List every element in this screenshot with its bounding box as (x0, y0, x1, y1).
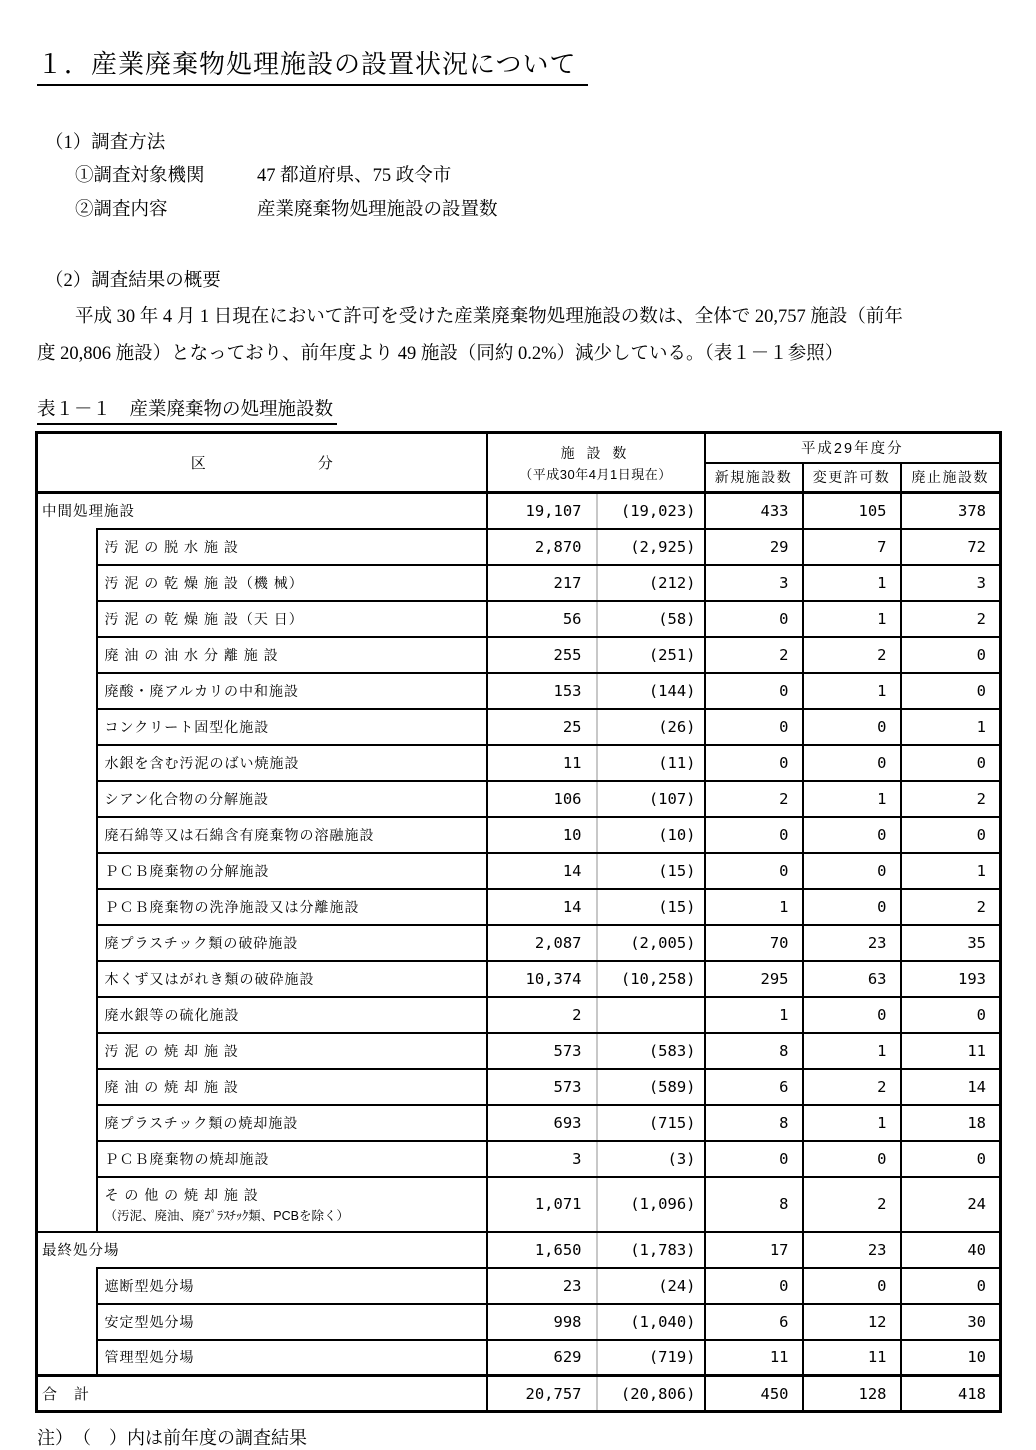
cell-facility-count: 1,071 (487, 1177, 597, 1232)
section-survey-results (37, 266, 1001, 373)
cell-changed-count: 63 (803, 961, 901, 997)
method-item-1-label: ①調査対象機関 (75, 166, 205, 186)
cell-new-count: 8 (705, 1033, 803, 1069)
category-cell: ＰＣＢ廃棄物の焼却施設 (97, 1141, 487, 1177)
category-cell: 廃酸・廃アルカリの中和施設 (97, 673, 487, 709)
cell-changed-count: 2 (803, 1069, 901, 1105)
cell-abolished-count: 0 (901, 637, 1001, 673)
cell-new-count: 11 (705, 1340, 803, 1376)
cell-new-count: 0 (705, 1268, 803, 1304)
cell-facility-count: 20,757 (487, 1376, 597, 1412)
cell-abolished-count: 0 (901, 1268, 1001, 1304)
cell-facility-count: 217 (487, 565, 597, 601)
cell-previous-year-count: (1,783) (597, 1232, 705, 1268)
cell-new-count: 8 (705, 1105, 803, 1141)
cell-previous-year-count: (24) (597, 1268, 705, 1304)
cell-facility-count: 153 (487, 673, 597, 709)
cell-facility-count: 255 (487, 637, 597, 673)
cell-abolished-count: 378 (901, 493, 1001, 529)
cell-previous-year-count: (1,096) (597, 1177, 705, 1232)
category-cell: 管理型処分場 (97, 1340, 487, 1376)
cell-facility-count: 56 (487, 601, 597, 637)
cell-new-count: 29 (705, 529, 803, 565)
cell-new-count: 2 (705, 781, 803, 817)
section1-heading: （1）調査方法 (45, 133, 166, 153)
category-cell: 中間処理施設 (37, 493, 487, 529)
cell-previous-year-count: (19,023) (597, 493, 705, 529)
cell-new-count: 1 (705, 889, 803, 925)
col-header-changed: 変更許可数 (803, 463, 901, 493)
cell-previous-year-count: (10,258) (597, 961, 705, 997)
table-row (37, 673, 1001, 709)
cell-previous-year-count: (15) (597, 889, 705, 925)
col-header-h29-group: 平成29年度分 (705, 433, 1001, 463)
col-header-category (37, 433, 487, 493)
method-item-1 (75, 165, 1001, 188)
category-cell: 廃プラスチック類の焼却施設 (97, 1105, 487, 1141)
page-title: １．産業廃棄物処理施設の設置状況について (37, 44, 588, 86)
cell-previous-year-count: (3) (597, 1141, 705, 1177)
table-row (37, 1141, 1001, 1177)
table-row (37, 745, 1001, 781)
cell-abolished-count: 418 (901, 1376, 1001, 1412)
category-cell: コンクリート固型化施設 (97, 709, 487, 745)
cell-changed-count: 1 (803, 1033, 901, 1069)
cell-abolished-count: 18 (901, 1105, 1001, 1141)
table-row (37, 925, 1001, 961)
cell-facility-count: 23 (487, 1268, 597, 1304)
cell-previous-year-count: (1,040) (597, 1304, 705, 1340)
cell-changed-count: 0 (803, 853, 901, 889)
category-cell: 廃 油 の 焼 却 施 設 (97, 1069, 487, 1105)
table-row (37, 709, 1001, 745)
method-item-2 (75, 199, 1001, 222)
cell-abolished-count: 0 (901, 673, 1001, 709)
cell-previous-year-count: (26) (597, 709, 705, 745)
table-row (37, 1268, 1001, 1304)
section2-heading: （2）調査結果の概要 (45, 271, 221, 291)
method-item-2-value: 産業廃棄物処理施設の設置数 (257, 200, 498, 220)
cell-new-count: 450 (705, 1376, 803, 1412)
cell-changed-count: 1 (803, 1105, 901, 1141)
indent-spacer-cell (37, 1268, 97, 1376)
cell-abolished-count: 0 (901, 817, 1001, 853)
cell-previous-year-count: (2,925) (597, 529, 705, 565)
cell-previous-year-count: (20,806) (597, 1376, 705, 1412)
category-cell: 合 計 (37, 1376, 487, 1412)
cell-abolished-count: 0 (901, 745, 1001, 781)
cell-changed-count: 23 (803, 925, 901, 961)
results-paragraph-line1: 平成 30 年 4 月 1 日現在において許可を受けた産業廃棄物処理施設の数は、全体で 20,757 施設（前年 (75, 307, 903, 327)
cell-previous-year-count: (144) (597, 673, 705, 709)
table-row (37, 1376, 1001, 1412)
cell-abolished-count: 72 (901, 529, 1001, 565)
cell-abolished-count: 2 (901, 889, 1001, 925)
cell-new-count: 0 (705, 817, 803, 853)
table-row (37, 493, 1001, 529)
cell-abolished-count: 35 (901, 925, 1001, 961)
cell-new-count: 8 (705, 1177, 803, 1232)
cell-previous-year-count: (58) (597, 601, 705, 637)
table-footnote: 注） （ ）内は前年度の調査結果 (37, 1428, 307, 1448)
table-row (37, 1177, 1001, 1232)
cell-changed-count: 23 (803, 1232, 901, 1268)
cell-abolished-count: 0 (901, 1141, 1001, 1177)
cell-facility-count: 1,650 (487, 1232, 597, 1268)
cell-new-count: 433 (705, 493, 803, 529)
cell-changed-count: 1 (803, 781, 901, 817)
cell-facility-count: 2,870 (487, 529, 597, 565)
cell-changed-count: 128 (803, 1376, 901, 1412)
cell-new-count: 0 (705, 673, 803, 709)
cell-changed-count: 12 (803, 1304, 901, 1340)
category-cell: 安定型処分場 (97, 1304, 487, 1340)
cell-facility-count: 14 (487, 889, 597, 925)
cell-abolished-count: 10 (901, 1340, 1001, 1376)
table-caption: 表１－１ 産業廃棄物の処理施設数 (37, 395, 337, 425)
cell-changed-count: 0 (803, 709, 901, 745)
col-header-category-left: 区 (190, 455, 206, 472)
category-cell: 最終処分場 (37, 1232, 487, 1268)
cell-previous-year-count: (2,005) (597, 925, 705, 961)
cell-changed-count: 105 (803, 493, 901, 529)
cell-changed-count: 0 (803, 889, 901, 925)
results-paragraph (37, 299, 1001, 373)
cell-facility-count: 11 (487, 745, 597, 781)
cell-facility-count: 10 (487, 817, 597, 853)
table-row (37, 1069, 1001, 1105)
category-cell: 汚 泥 の 乾 燥 施 設（機 械） (97, 565, 487, 601)
cell-changed-count: 7 (803, 529, 901, 565)
category-cell: 水銀を含む汚泥のばい焼施設 (97, 745, 487, 781)
table-row (37, 889, 1001, 925)
table-row (37, 637, 1001, 673)
cell-changed-count: 0 (803, 745, 901, 781)
table-row (37, 781, 1001, 817)
cell-previous-year-count: (212) (597, 565, 705, 601)
category-cell: 木くず又はがれき類の破砕施設 (97, 961, 487, 997)
col-header-abolished: 廃止施設数 (901, 463, 1001, 493)
cell-changed-count: 0 (803, 1268, 901, 1304)
cell-previous-year-count: (251) (597, 637, 705, 673)
cell-abolished-count: 1 (901, 709, 1001, 745)
cell-changed-count: 2 (803, 637, 901, 673)
cell-new-count: 2 (705, 637, 803, 673)
cell-previous-year-count: (715) (597, 1105, 705, 1141)
cell-facility-count: 573 (487, 1069, 597, 1105)
cell-changed-count: 2 (803, 1177, 901, 1232)
table-body (37, 493, 1001, 1412)
cell-new-count: 70 (705, 925, 803, 961)
cell-new-count: 6 (705, 1069, 803, 1105)
table-row (37, 997, 1001, 1033)
category-cell: ＰＣＢ廃棄物の洗浄施設又は分離施設 (97, 889, 487, 925)
col-header-facility-count (487, 433, 705, 493)
category-cell: 遮断型処分場 (97, 1268, 487, 1304)
cell-new-count: 6 (705, 1304, 803, 1340)
cell-changed-count: 1 (803, 673, 901, 709)
cell-facility-count: 19,107 (487, 493, 597, 529)
cell-new-count: 3 (705, 565, 803, 601)
cell-facility-count: 998 (487, 1304, 597, 1340)
table-row (37, 529, 1001, 565)
cell-changed-count: 11 (803, 1340, 901, 1376)
cell-facility-count: 25 (487, 709, 597, 745)
table-row (37, 565, 1001, 601)
method-item-1-value: 47 都道府県、75 政令市 (257, 166, 452, 186)
cell-previous-year-count: (589) (597, 1069, 705, 1105)
col-header-facility-count-line2: （平成30年4月1日現在） (519, 466, 672, 482)
cell-changed-count: 1 (803, 601, 901, 637)
table-header (37, 433, 1001, 493)
category-cell: 廃プラスチック類の破砕施設 (97, 925, 487, 961)
col-header-category-right: 分 (317, 455, 333, 472)
section-survey-method (45, 128, 1001, 222)
cell-abolished-count: 11 (901, 1033, 1001, 1069)
cell-abolished-count: 30 (901, 1304, 1001, 1340)
cell-new-count: 1 (705, 997, 803, 1033)
category-cell: 廃 油 の 油 水 分 離 施 設 (97, 637, 487, 673)
cell-facility-count: 573 (487, 1033, 597, 1069)
table-row (37, 1033, 1001, 1069)
col-header-facility-count-line1: 施 設 数 (560, 444, 631, 461)
cell-new-count: 0 (705, 745, 803, 781)
category-cell: シアン化合物の分解施設 (97, 781, 487, 817)
cell-changed-count: 0 (803, 997, 901, 1033)
cell-facility-count: 106 (487, 781, 597, 817)
cell-new-count: 0 (705, 709, 803, 745)
table-row (37, 601, 1001, 637)
category-cell: そ の 他 の 焼 却 施 設 （汚泥、廃油、廃ﾌﾟﾗｽﾁｯｸ類、PCBを除く） (97, 1177, 487, 1232)
category-cell: 廃石綿等又は石綿含有廃棄物の溶融施設 (97, 817, 487, 853)
table-row (37, 1105, 1001, 1141)
cell-facility-count: 2 (487, 997, 597, 1033)
cell-new-count: 295 (705, 961, 803, 997)
table-row (37, 853, 1001, 889)
facilities-table (35, 431, 1002, 1413)
indent-spacer-cell (37, 529, 97, 1232)
cell-new-count: 0 (705, 601, 803, 637)
cell-new-count: 17 (705, 1232, 803, 1268)
category-cell: 廃水銀等の硫化施設 (97, 997, 487, 1033)
category-cell: ＰＣＢ廃棄物の分解施設 (97, 853, 487, 889)
cell-previous-year-count: (11) (597, 745, 705, 781)
cell-abolished-count: 2 (901, 601, 1001, 637)
cell-facility-count: 693 (487, 1105, 597, 1141)
cell-previous-year-count (597, 997, 705, 1033)
table-row (37, 1304, 1001, 1340)
cell-previous-year-count: (719) (597, 1340, 705, 1376)
results-paragraph-line2: 度 20,806 施設）となっており、前年度より 49 施設（同約 0.2%）減少している。（表１－１参照） (37, 344, 844, 364)
cell-previous-year-count: (107) (597, 781, 705, 817)
category-cell: 汚 泥 の 焼 却 施 設 (97, 1033, 487, 1069)
cell-changed-count: 0 (803, 1141, 901, 1177)
cell-abolished-count: 24 (901, 1177, 1001, 1232)
cell-abolished-count: 2 (901, 781, 1001, 817)
cell-facility-count: 14 (487, 853, 597, 889)
cell-new-count: 0 (705, 1141, 803, 1177)
category-cell: 汚 泥 の 脱 水 施 設 (97, 529, 487, 565)
cell-facility-count: 2,087 (487, 925, 597, 961)
cell-facility-count: 10,374 (487, 961, 597, 997)
table-row (37, 817, 1001, 853)
method-item-2-label: ②調査内容 (75, 200, 168, 220)
table-row (37, 1232, 1001, 1268)
cell-previous-year-count: (583) (597, 1033, 705, 1069)
cell-changed-count: 1 (803, 565, 901, 601)
table-row (37, 1340, 1001, 1376)
cell-abolished-count: 193 (901, 961, 1001, 997)
col-header-new: 新規施設数 (705, 463, 803, 493)
cell-previous-year-count: (10) (597, 817, 705, 853)
cell-abolished-count: 3 (901, 565, 1001, 601)
cell-previous-year-count: (15) (597, 853, 705, 889)
cell-facility-count: 3 (487, 1141, 597, 1177)
cell-abolished-count: 1 (901, 853, 1001, 889)
cell-new-count: 0 (705, 853, 803, 889)
cell-abolished-count: 0 (901, 997, 1001, 1033)
cell-facility-count: 629 (487, 1340, 597, 1376)
cell-abolished-count: 14 (901, 1069, 1001, 1105)
cell-abolished-count: 40 (901, 1232, 1001, 1268)
cell-changed-count: 0 (803, 817, 901, 853)
table-row (37, 961, 1001, 997)
category-cell: 汚 泥 の 乾 燥 施 設（天 日） (97, 601, 487, 637)
